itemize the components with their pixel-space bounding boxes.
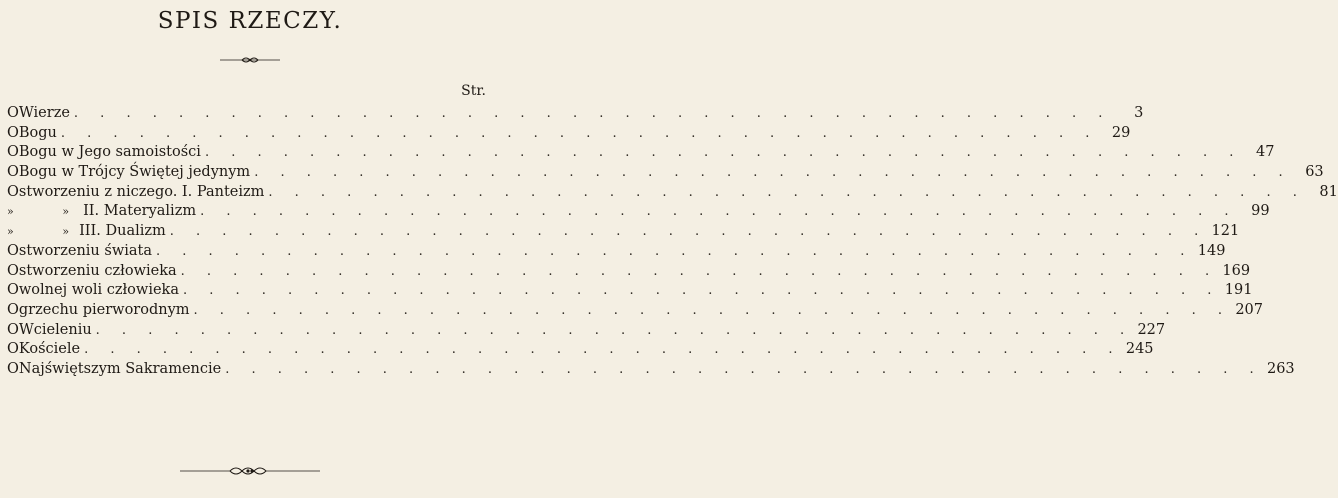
dot-leader: . . . . . . . . . . . . . . . . . . . . . . . . . . . . . . . . . . . . . . . .	[155, 243, 1194, 259]
entry-prefix: O	[7, 164, 19, 181]
entry-title: stworzeniu z niczego. I. Panteizm	[18, 183, 265, 200]
entry-page: 191	[1224, 282, 1253, 299]
entry-prefix: O	[7, 341, 19, 358]
toc-entry	[7, 104, 1144, 124]
toc-entry	[7, 163, 1324, 183]
entry-prefix: O	[7, 124, 19, 141]
ditto-mark: »	[62, 225, 70, 239]
entry-title: Bogu w Trójcy Świętej jedynym	[18, 164, 251, 181]
toc-entry	[7, 301, 1263, 321]
entry-prefix: O	[7, 144, 19, 161]
entry-title: wolnej woli człowieka	[18, 282, 179, 299]
ditto-mark: »	[7, 205, 14, 219]
ornament-divider-top	[220, 55, 280, 65]
entry-page: 263	[1266, 360, 1295, 377]
page-title: SPIS RZECZY.	[157, 8, 343, 34]
toc-entry	[7, 262, 1251, 282]
entry-page: 99	[1251, 203, 1270, 220]
dot-leader: . . . . . . . . . . . . . . . . . . . . . . . . . . . . . . . . . . . . . . . .	[95, 322, 1134, 338]
entry-title: Najświętszym Sakramencie	[18, 360, 222, 377]
dot-leader: . . . . . . . . . . . . . . . . . . . . . . . . . . . . . . . . . . . . . . . .	[268, 184, 1306, 200]
entry-page: 81	[1319, 183, 1338, 200]
ditto-mark: »	[62, 205, 70, 219]
entry-page: 121	[1211, 223, 1240, 240]
dot-leader: . . . . . . . . . . . . . . . . . . . . . . . . . . . . . . . . . . . . . . . .	[169, 224, 1208, 240]
toc-entry	[7, 183, 1338, 203]
toc-entry	[7, 143, 1275, 163]
dot-leader: . . . . . . . . . . . . . . . . . . . . . . . . . . . . . . . . . . . . . . . .	[225, 361, 1263, 377]
entry-page: 149	[1197, 242, 1226, 259]
table-of-contents	[7, 104, 1338, 380]
entry-prefix: O	[7, 183, 19, 200]
entry-prefix: O	[7, 301, 19, 318]
entry-title: Bogu	[18, 124, 57, 141]
toc-entry	[7, 340, 1154, 360]
ditto-mark: »	[7, 225, 14, 239]
entry-page: 29	[1111, 124, 1131, 141]
entry-page: 245	[1125, 341, 1154, 358]
dot-leader: . . . . . . . . . . . . . . . . . . . . . . . . . . . . . . . . . . . . . . . .	[254, 165, 1292, 181]
toc-entry	[7, 321, 1166, 341]
toc-entry	[7, 202, 1270, 222]
dot-leader: . . . . . . . . . . . . . . . . . . . . . . . . . . . . . . . . . . . . . . . .	[193, 302, 1231, 318]
dot-leader: . . . . . . . . . . . . . . . . . . . . . . . . . . . . . . . . . . . . . . . .	[180, 263, 1219, 279]
entry-title: II. Materyalizm	[83, 203, 197, 220]
entry-title: Wcieleniu	[18, 321, 92, 338]
entry-prefix: O	[7, 282, 19, 299]
toc-entry	[7, 222, 1240, 242]
toc-entry	[7, 281, 1253, 301]
toc-entry	[7, 242, 1226, 262]
entry-prefix: O	[7, 105, 19, 121]
entry-prefix: O	[7, 360, 19, 377]
entry-title: Wierze	[18, 105, 70, 121]
entry-prefix: O	[7, 262, 19, 279]
entry-title: Kościele	[18, 341, 81, 358]
dot-leader: . . . . . . . . . . . . . . . . . . . . . . . . . . . . . . . . . . . . . . . .	[60, 125, 1099, 141]
entry-title: III. Dualizm	[79, 223, 166, 240]
page-column-header: Str.	[461, 83, 486, 99]
dot-leader: . . . . . . . . . . . . . . . . . . . . . . . . . . . . . . . . . . . . . . . .	[84, 342, 1122, 358]
ornament-divider-bottom	[180, 464, 320, 478]
entry-prefix: O	[7, 242, 19, 259]
dot-leader: . . . . . . . . . . . . . . . . . . . . . . . . . . . . . . . . . . . . . . . .	[204, 145, 1243, 161]
entry-title: stworzeniu świata	[18, 242, 152, 259]
dot-leader: . . . . . . . . . . . . . . . . . . . . . . . . . . . . . . . . . . . . . . . .	[182, 283, 1221, 299]
toc-entry	[7, 124, 1131, 144]
entry-page: 3	[1134, 105, 1144, 121]
entry-page: 63	[1305, 164, 1324, 181]
entry-page: 47	[1255, 144, 1275, 161]
entry-title: stworzeniu człowieka	[18, 262, 177, 279]
entry-page: 207	[1235, 301, 1263, 318]
entry-title: grzechu pierworodnym	[18, 301, 190, 318]
dot-leader: . . . . . . . . . . . . . . . . . . . . . . . . . . . . . . . . . . . . . . . .	[200, 204, 1238, 220]
entry-title: Bogu w Jego samoistości	[18, 144, 201, 161]
toc-entry	[7, 360, 1295, 380]
entry-page: 169	[1222, 262, 1251, 279]
entry-page: 227	[1137, 321, 1166, 338]
entry-prefix: O	[7, 321, 19, 338]
dot-leader: . . . . . . . . . . . . . . . . . . . . . . . . . . . . . . . . . . . . . . . .	[73, 106, 1112, 121]
